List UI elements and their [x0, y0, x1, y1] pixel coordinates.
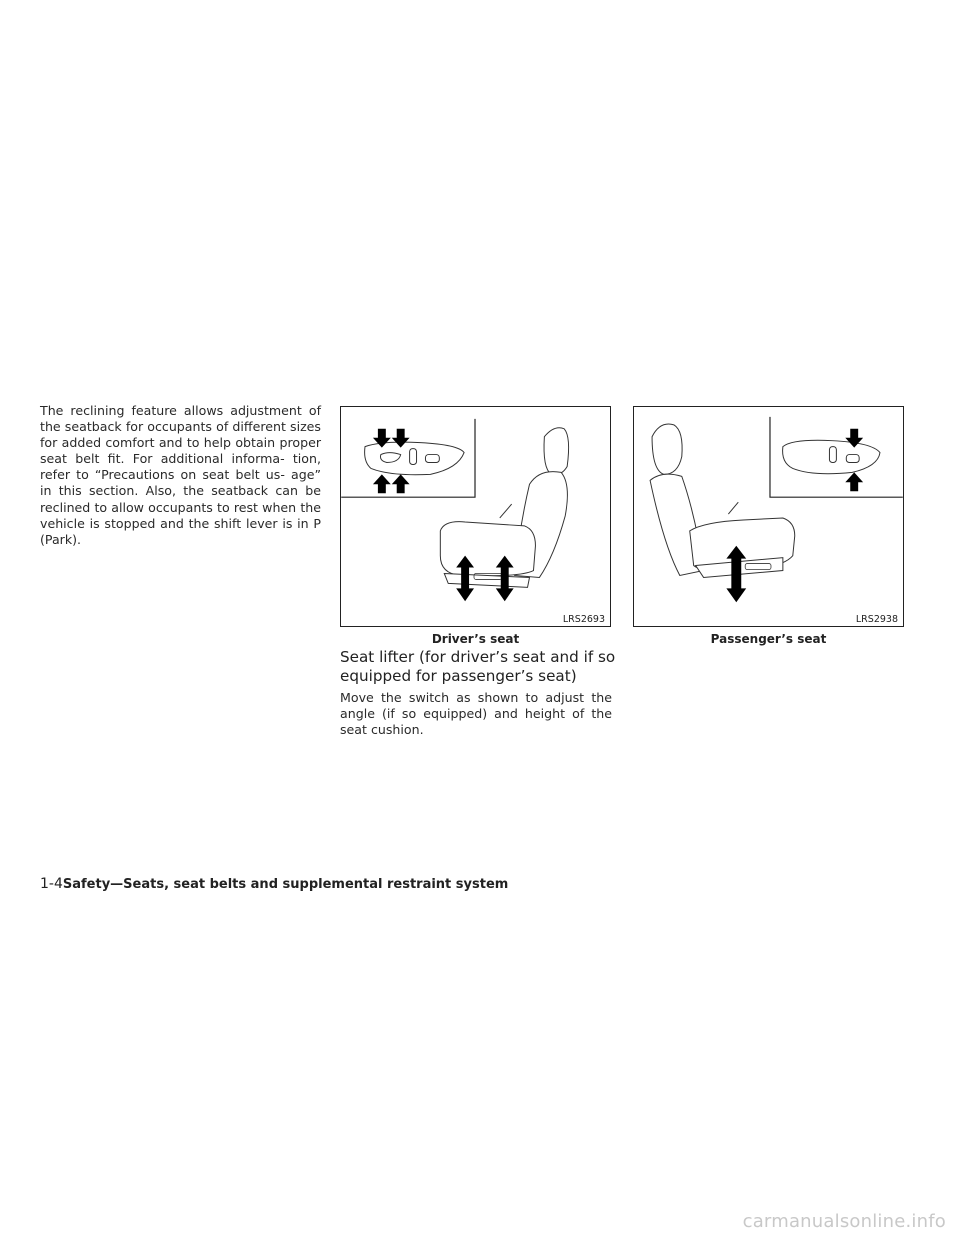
- page-number: 1-4: [40, 876, 63, 892]
- driver-seat-caption: Driver’s seat: [431, 632, 520, 646]
- driver-seat-illustration: [341, 407, 610, 626]
- watermark: carmanualsonline.info: [742, 1211, 946, 1232]
- driver-figure-code: LRS2693: [562, 614, 605, 625]
- arrow-up-icon: [373, 474, 391, 493]
- driver-seat-figure: [340, 406, 611, 627]
- section-heading: Seat lifter (for driver’s seat and if so equipped for passenger’s seat): [340, 648, 616, 685]
- page-footer: [40, 876, 508, 892]
- arrow-up-icon: [392, 474, 410, 493]
- passenger-seat-figure: [633, 406, 904, 627]
- footer-section-title: Safety—Seats, seat belts and supplemental restraint system: [62, 877, 509, 892]
- section-body: Move the switch as shown to adjust the angle (if so equipped) and height of the seat cushion.: [340, 690, 612, 738]
- arrow-up-icon: [845, 472, 863, 491]
- intro-paragraph: The reclining feature allows adjustment of the seatback for occupants of different sizes for added comfort and to help obtain proper seat belt fit. For additional informa- tion, refer to “Precautions on seat belt us- age” in this section. Also, the seatback can be reclined to allow occupants to rest when the vehicle is stopped and the shift lever is in P (Park).: [40, 403, 321, 547]
- passenger-figure-code: LRS2938: [855, 614, 898, 625]
- passenger-seat-illustration: [634, 407, 903, 626]
- passenger-seat-caption: Passenger’s seat: [710, 632, 827, 646]
